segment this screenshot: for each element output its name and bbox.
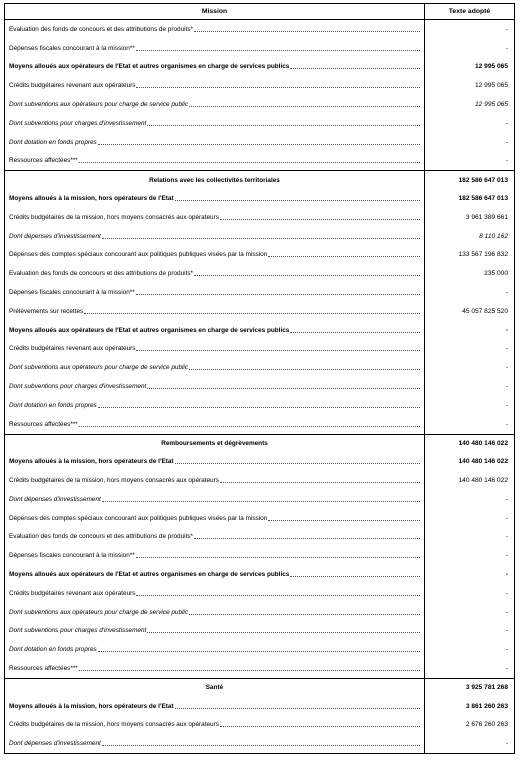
row-label: Dont subventions pour charges d'investissement xyxy=(9,383,147,391)
row-value: 12 995 065 xyxy=(474,63,508,71)
table-row xyxy=(5,490,514,509)
row-value-cell xyxy=(425,415,514,434)
leader-dots xyxy=(147,632,420,633)
row-value: - xyxy=(505,608,508,616)
row-value-cell xyxy=(425,321,514,340)
row-label-cell xyxy=(5,152,425,171)
row-value-cell xyxy=(425,133,514,152)
row-label-cell xyxy=(5,415,425,434)
table-row xyxy=(5,565,514,584)
row-label-cell xyxy=(5,546,425,565)
row-value-cell xyxy=(425,283,514,302)
row-label: Dépenses des comptes spéciaux concourant aux politiques publiques visées par la mission xyxy=(9,514,268,522)
row-value: - xyxy=(505,326,508,334)
table-row xyxy=(5,302,514,321)
row-label: Moyens alloués à la mission, hors opérateurs de l'Etat xyxy=(9,458,174,466)
leader-dots xyxy=(290,68,420,69)
row-value-cell xyxy=(425,490,514,509)
row-value-cell xyxy=(425,603,514,622)
row-value-cell xyxy=(425,697,514,716)
table-row xyxy=(5,603,514,622)
table-row xyxy=(5,396,514,415)
row-label: Crédits budgétaires revenant aux opérateurs xyxy=(9,345,136,353)
row-value-cell xyxy=(425,246,514,265)
row-value: - xyxy=(505,627,508,635)
mission-budget-table xyxy=(4,3,515,754)
row-label: Dont dotation en fonds propres xyxy=(9,646,97,654)
leader-dots xyxy=(175,463,420,464)
table-row xyxy=(5,227,514,246)
row-value: - xyxy=(505,533,508,541)
row-value: - xyxy=(505,552,508,560)
row-label: Crédits budgétaires de la mission, hors moyens consacrés aux opérateurs xyxy=(9,213,219,221)
table-row xyxy=(5,509,514,528)
row-label: Crédits budgétaires revenant aux opérateurs xyxy=(9,589,136,597)
table-row xyxy=(5,584,514,603)
section-title-cell xyxy=(5,435,425,453)
row-label: Crédits budgétaires de la mission, hors moyens consacrés aux opérateurs xyxy=(9,477,219,485)
leader-dots xyxy=(102,238,420,239)
row-value-cell xyxy=(425,584,514,603)
leader-dots xyxy=(290,332,420,333)
row-label: Ressources affectées*** xyxy=(9,157,78,165)
row-value-cell xyxy=(425,189,514,208)
row-value-cell xyxy=(425,95,514,114)
leader-dots xyxy=(136,557,420,558)
table-row xyxy=(5,152,514,171)
row-label: Dont subventions aux opérateurs pour charge de service public xyxy=(9,364,189,372)
table-row xyxy=(5,715,514,734)
table-row xyxy=(5,264,514,283)
table-row xyxy=(5,622,514,641)
row-value: - xyxy=(505,589,508,597)
table-row xyxy=(5,452,514,471)
header-mission: Mission xyxy=(201,8,228,15)
row-label: Dépenses fiscales concourant à la mission** xyxy=(9,289,135,297)
section-row xyxy=(5,434,514,453)
leader-dots xyxy=(290,576,420,577)
row-value-cell xyxy=(425,20,514,39)
row-label-cell xyxy=(5,640,425,659)
row-value-cell xyxy=(425,377,514,396)
table-row xyxy=(5,471,514,490)
leader-dots xyxy=(189,614,420,615)
row-label-cell xyxy=(5,715,425,734)
leader-dots xyxy=(220,726,420,727)
row-label-cell xyxy=(5,39,425,58)
row-value: - xyxy=(505,345,508,353)
row-label: Ressources affectées*** xyxy=(9,664,78,672)
row-value-cell xyxy=(425,152,514,171)
row-value-cell xyxy=(425,679,514,697)
row-label: Moyens alloués aux opérateurs de l'Etat et autres organismes en charge de services publics xyxy=(9,326,290,334)
row-value: - xyxy=(505,364,508,372)
table-row xyxy=(5,321,514,340)
row-value-cell xyxy=(425,114,514,133)
row-label-cell xyxy=(5,509,425,528)
row-label: Moyens alloués aux opérateurs de l'Etat et autres organismes en charge de services publics xyxy=(9,63,290,71)
row-label-cell xyxy=(5,20,425,39)
row-value-cell xyxy=(425,471,514,490)
leader-dots xyxy=(175,200,420,201)
leader-dots xyxy=(136,350,420,351)
row-value-cell xyxy=(425,227,514,246)
row-value: 235 000 xyxy=(484,270,508,278)
header-texte-cell xyxy=(425,4,514,19)
row-value-cell xyxy=(425,509,514,528)
table-row xyxy=(5,20,514,39)
row-label-cell xyxy=(5,471,425,490)
leader-dots xyxy=(79,162,420,163)
row-value: - xyxy=(505,44,508,52)
row-value: 12 995 065 xyxy=(474,101,508,109)
row-label-cell xyxy=(5,490,425,509)
table-row xyxy=(5,133,514,152)
leader-dots xyxy=(102,745,420,746)
leader-dots xyxy=(98,144,420,145)
row-label-cell xyxy=(5,189,425,208)
row-label: Dont subventions aux opérateurs pour charge de service public xyxy=(9,608,189,616)
row-value: 133 567 196 832 xyxy=(458,251,508,259)
leader-dots xyxy=(147,388,420,389)
row-label: Dont dépenses d'investissement xyxy=(9,232,101,240)
row-value-cell xyxy=(425,76,514,95)
row-value-cell xyxy=(425,208,514,227)
row-label: Dont subventions aux opérateurs pour charge de service public xyxy=(9,101,189,109)
row-value-cell xyxy=(425,264,514,283)
row-label-cell xyxy=(5,358,425,377)
row-label-cell xyxy=(5,396,425,415)
row-label-cell xyxy=(5,264,425,283)
row-label: Moyens alloués aux opérateurs de l'Etat et autres organismes en charge de services publics xyxy=(9,571,290,578)
row-value: 140 480 146 022 xyxy=(458,458,508,466)
leader-dots xyxy=(189,106,420,107)
row-value: - xyxy=(505,25,508,33)
table-row xyxy=(5,246,514,265)
leader-dots xyxy=(268,520,420,521)
row-value-cell xyxy=(425,546,514,565)
table-body xyxy=(5,20,514,753)
table-row xyxy=(5,415,514,434)
table-row xyxy=(5,358,514,377)
table-row xyxy=(5,340,514,359)
table-row xyxy=(5,189,514,208)
section-row xyxy=(5,170,514,189)
row-label: Dont dépenses d'investissement xyxy=(9,495,101,503)
row-value: - xyxy=(505,157,508,165)
row-label-cell xyxy=(5,321,425,340)
row-value-cell xyxy=(425,640,514,659)
leader-dots xyxy=(79,426,420,427)
table-row xyxy=(5,640,514,659)
row-label-cell xyxy=(5,603,425,622)
row-label-cell xyxy=(5,133,425,152)
row-label: Dépenses fiscales concourant à la mission** xyxy=(9,44,135,52)
table-row xyxy=(5,546,514,565)
row-value-cell xyxy=(425,734,514,753)
row-label-cell xyxy=(5,659,425,678)
row-label-cell xyxy=(5,452,425,471)
table-header xyxy=(5,4,514,20)
table-row xyxy=(5,208,514,227)
row-label-cell xyxy=(5,734,425,753)
row-label: Dépenses des comptes spéciaux concourant aux politiques publiques visées par la mission xyxy=(9,251,268,259)
row-label: Crédits budgétaires de la mission, hors moyens consacrés aux opérateurs xyxy=(9,721,219,729)
row-value: - xyxy=(505,119,508,127)
row-value-cell xyxy=(425,58,514,77)
leader-dots xyxy=(84,313,420,314)
row-value: 45 057 825 520 xyxy=(462,307,508,315)
row-value: - xyxy=(505,138,508,146)
leader-dots xyxy=(147,125,420,126)
row-value: - xyxy=(505,401,508,409)
section-value: 140 480 146 022 xyxy=(458,439,508,447)
row-label-cell xyxy=(5,565,425,584)
section-title: Santé xyxy=(205,684,224,692)
row-value-cell xyxy=(425,340,514,359)
leader-dots xyxy=(194,538,420,539)
leader-dots xyxy=(220,219,420,220)
row-value: 3 961 389 661 xyxy=(465,213,508,221)
row-value-cell xyxy=(425,452,514,471)
row-label: Dont dépenses d'investissement xyxy=(9,740,101,748)
row-value-cell xyxy=(425,528,514,547)
section-title: Remboursements et dégrèvements xyxy=(161,439,268,447)
row-value: - xyxy=(505,740,508,748)
row-value: - xyxy=(505,420,508,428)
header-texte-adopte: Texte adopté xyxy=(448,8,491,15)
section-row xyxy=(5,678,514,697)
row-label-cell xyxy=(5,584,425,603)
leader-dots xyxy=(136,595,420,596)
row-value-cell xyxy=(425,659,514,678)
table-row xyxy=(5,114,514,133)
leader-dots xyxy=(175,708,420,709)
leader-dots xyxy=(194,31,420,32)
row-label-cell xyxy=(5,283,425,302)
section-title-cell xyxy=(5,679,425,697)
row-value: - xyxy=(505,664,508,672)
row-value: 8 110 162 xyxy=(479,232,508,240)
table-row xyxy=(5,528,514,547)
leader-dots xyxy=(194,275,420,276)
row-label-cell xyxy=(5,528,425,547)
row-label-cell xyxy=(5,227,425,246)
row-value-cell xyxy=(425,39,514,58)
row-label-cell xyxy=(5,208,425,227)
table-row xyxy=(5,377,514,396)
row-value: - xyxy=(505,571,508,578)
leader-dots xyxy=(98,651,420,652)
row-label: Prélèvements sur recettes xyxy=(9,307,84,315)
row-label: Evaluation des fonds de concours et des attributions de produits* xyxy=(9,533,194,541)
row-label-cell xyxy=(5,95,425,114)
row-label-cell xyxy=(5,114,425,133)
row-label-cell xyxy=(5,377,425,396)
row-label: Crédits budgétaires revenant aux opérateurs xyxy=(9,82,136,90)
row-label-cell xyxy=(5,76,425,95)
row-value-cell xyxy=(425,622,514,641)
row-value: - xyxy=(505,514,508,522)
row-label: Dont subventions pour charges d'investissement xyxy=(9,627,147,635)
row-value: 140 480 146 022 xyxy=(458,477,508,485)
row-label: Dont subventions pour charges d'investissement xyxy=(9,119,147,127)
row-label: Evaluation des fonds de concours et des attributions de produits* xyxy=(9,25,194,33)
row-value: - xyxy=(505,646,508,654)
row-value: 2 676 260 263 xyxy=(465,721,508,729)
row-value-cell xyxy=(425,302,514,321)
row-value-cell xyxy=(425,171,514,189)
row-label-cell xyxy=(5,246,425,265)
leader-dots xyxy=(136,50,420,51)
table-row xyxy=(5,283,514,302)
header-mission-cell xyxy=(5,4,425,19)
row-label-cell xyxy=(5,302,425,321)
leader-dots xyxy=(189,369,420,370)
row-label: Dont dotation en fonds propres xyxy=(9,138,97,146)
row-label: Moyens alloués à la mission, hors opérateurs de l'Etat xyxy=(9,195,174,203)
row-label: Dont dotation en fonds propres xyxy=(9,401,97,409)
row-value-cell xyxy=(425,435,514,453)
row-label: Dépenses fiscales concourant à la mission** xyxy=(9,552,135,560)
leader-dots xyxy=(102,501,420,502)
row-label-cell xyxy=(5,697,425,716)
leader-dots xyxy=(79,670,420,671)
row-value: - xyxy=(505,289,508,297)
row-label-cell xyxy=(5,58,425,77)
leader-dots xyxy=(136,294,420,295)
leader-dots xyxy=(136,87,420,88)
table-row xyxy=(5,697,514,716)
leader-dots xyxy=(268,256,420,257)
section-title: Relations avec les collectivités territoriales xyxy=(149,176,280,184)
row-value-cell xyxy=(425,396,514,415)
table-row xyxy=(5,95,514,114)
section-value: 3 925 781 268 xyxy=(465,684,508,692)
row-value: - xyxy=(505,383,508,391)
row-value: 12 995 065 xyxy=(474,82,508,90)
section-value: 182 586 647 013 xyxy=(458,176,508,184)
row-label: Ressources affectées*** xyxy=(9,420,78,428)
table-row xyxy=(5,76,514,95)
row-value: 3 861 260 263 xyxy=(465,702,508,710)
row-value: - xyxy=(505,495,508,503)
leader-dots xyxy=(98,407,420,408)
row-label: Moyens alloués à la mission, hors opérateurs de l'Etat xyxy=(9,702,174,710)
row-value: 182 586 647 013 xyxy=(458,195,508,203)
table-row xyxy=(5,659,514,678)
row-value-cell xyxy=(425,715,514,734)
row-value-cell xyxy=(425,358,514,377)
row-label: Evaluation des fonds de concours et des attributions de produits* xyxy=(9,270,194,278)
leader-dots xyxy=(220,482,420,483)
section-title-cell xyxy=(5,171,425,189)
row-label-cell xyxy=(5,340,425,359)
row-label-cell xyxy=(5,622,425,641)
table-row xyxy=(5,734,514,753)
table-row xyxy=(5,39,514,58)
table-row xyxy=(5,58,514,77)
row-value-cell xyxy=(425,565,514,584)
